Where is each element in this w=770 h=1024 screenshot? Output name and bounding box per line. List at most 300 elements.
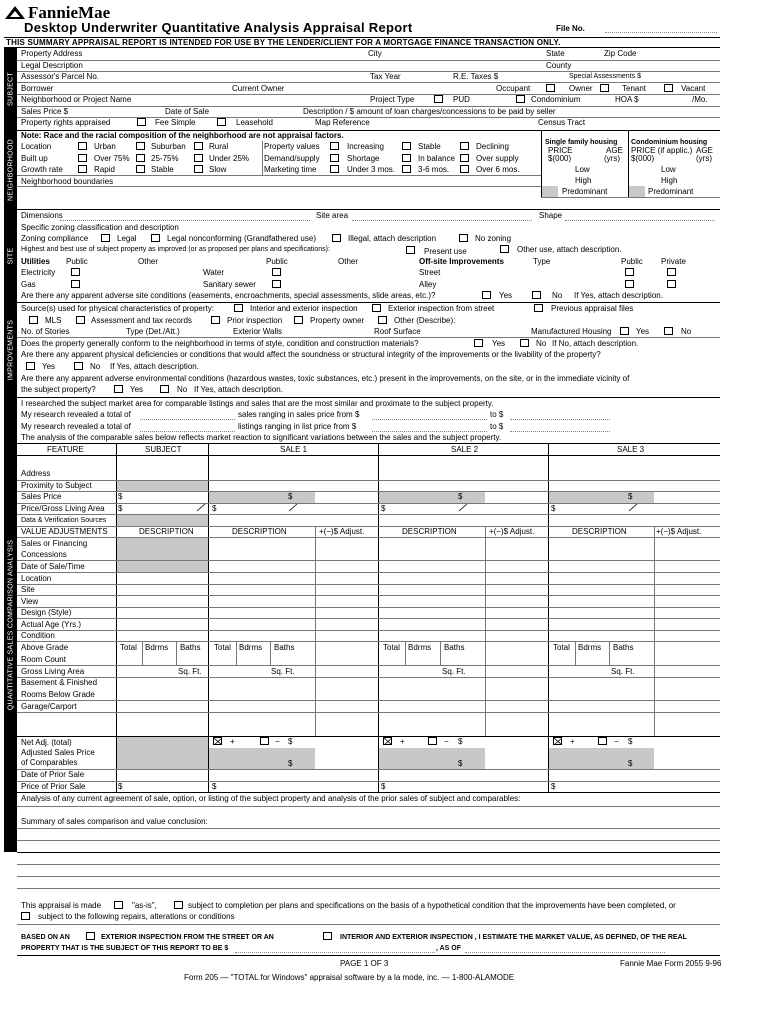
sale2-gla-dollar: $: [381, 504, 386, 513]
subject-sales-price-dollar: $: [118, 492, 123, 501]
condo-predominant-label: Predominant: [648, 187, 694, 196]
environmental-yes-label: Yes: [130, 385, 144, 394]
tenant-checkbox[interactable]: [600, 84, 609, 92]
sf-age-label: AGE: [606, 146, 623, 155]
previous-files-checkbox[interactable]: [534, 304, 543, 312]
subject-total-label: Total: [120, 643, 137, 652]
fannie-mae-logo-icon: [4, 4, 26, 20]
zoning-legal-checkbox[interactable]: [101, 234, 110, 242]
stories-label: No. of Stories: [21, 327, 70, 336]
subject-property-label: the subject property?: [21, 385, 96, 394]
analysis-statement: The analysis of the comparable sales below reflects market reaction to significant variations between the sales and the subject property.: [21, 433, 502, 442]
listings-range-label: listings ranging in list price from $: [238, 422, 357, 431]
sale3-per-sqft-icon: [628, 503, 638, 512]
over-supply-label: Over supply: [476, 154, 519, 163]
file-no-field[interactable]: [605, 32, 717, 33]
manufactured-yes-checkbox[interactable]: [620, 327, 629, 335]
sale1-per-sqft-icon: [288, 503, 298, 512]
condo-age-label: AGE: [696, 146, 713, 155]
appraisal-made-label: This appraisal is made: [21, 901, 102, 910]
sale2-adjusted-dollar: $: [458, 759, 463, 768]
interior-exterior-checkbox[interactable]: [234, 304, 243, 312]
location-label: Location: [21, 142, 52, 151]
sale3-description-header: DESCRIPTION: [572, 527, 627, 536]
other-use-checkbox[interactable]: [500, 245, 509, 253]
row-sales-financing: Sales or Financing: [21, 539, 88, 548]
map-reference-label: Map Reference: [315, 118, 370, 127]
owner-label: Owner: [569, 84, 593, 93]
per-month-label: /Mo.: [692, 95, 708, 104]
prior-inspection-label: Prior inspection: [227, 316, 283, 325]
subject-price-gla-dollar: $: [118, 504, 123, 513]
present-use-checkbox[interactable]: [406, 246, 415, 254]
single-family-header: Single family housing: [545, 139, 618, 146]
rural-checkbox[interactable]: [194, 142, 203, 150]
sale1-net-dollar: $: [288, 737, 293, 746]
conform-yes-checkbox[interactable]: [474, 339, 483, 347]
special-assessments-label: Special Assessments $: [569, 73, 641, 80]
rapid-label: Rapid: [94, 165, 115, 174]
sale3-net-dollar: $: [628, 737, 633, 746]
sale2-adjust-header: +(−)$ Adjust.: [489, 527, 535, 536]
sf-high-label: High: [575, 176, 592, 185]
utilities-other-2: Other: [338, 257, 359, 266]
shape-label: Shape: [539, 211, 563, 220]
row-garage: Garage/Carport: [21, 702, 77, 711]
property-owner-label: Property owner: [310, 316, 365, 325]
file-no-label: File No.: [556, 24, 585, 33]
row-gross-living-area: Gross Living Area: [21, 667, 85, 676]
conform-yes-label: Yes: [492, 339, 506, 348]
sidebar-improvements: IMPROVEMENTS: [4, 302, 17, 398]
manufactured-no-checkbox[interactable]: [664, 327, 673, 335]
alley-private-checkbox[interactable]: [667, 280, 676, 288]
environmental-yes-checkbox[interactable]: [114, 385, 123, 393]
rapid-checkbox[interactable]: [78, 165, 87, 173]
environmental-no-label: No: [177, 385, 188, 394]
environmental-question: Are there any apparent adverse environmental conditions (hazardous wastes, toxic substances, etc.) present in the improvements, on the site, or in the immediate vicinity of: [21, 374, 630, 383]
sidebar-site: SITE: [4, 209, 17, 302]
shortage-checkbox[interactable]: [330, 154, 339, 162]
vacant-checkbox[interactable]: [664, 84, 673, 92]
subject-header: SUBJECT: [145, 445, 182, 454]
based-on-label: BASED ON AN: [21, 934, 70, 941]
date-prior-sale-label: Date of Prior Sale: [21, 770, 85, 779]
under-3-mos-label: Under 3 mos.: [347, 165, 396, 174]
sale3-sqft-label: Sq. Ft.: [611, 667, 635, 676]
sale1-description-header: DESCRIPTION: [232, 527, 287, 536]
manufactured-no-label: No: [681, 327, 692, 336]
no-zoning-checkbox[interactable]: [459, 234, 468, 242]
hoa-label: HOA $: [615, 95, 639, 104]
sale3-baths-label: Baths: [613, 643, 634, 652]
sales-price-label: Sales Price $: [21, 107, 69, 116]
property-address-label: Property Address: [21, 49, 83, 58]
row-proximity: Proximity to Subject: [21, 481, 92, 490]
interior-exterior-footer-checkbox[interactable]: [323, 932, 332, 940]
vacant-label: Vacant: [681, 84, 706, 93]
of-comparables-label: of Comparables: [21, 758, 78, 767]
sale3-price-dollar: $: [628, 492, 633, 501]
sales-range-label: sales ranging in sales price from $: [238, 410, 360, 419]
sf-thousands-label: $(000): [548, 154, 572, 163]
demand-supply-label: Demand/supply: [264, 154, 320, 163]
sale2-baths-label: Baths: [444, 643, 465, 652]
price-prior-sale-label: Price of Prior Sale: [21, 782, 86, 791]
declining-checkbox[interactable]: [460, 142, 469, 150]
sale2-bdrms-label: Bdrms: [408, 643, 432, 652]
sale1-bdrms-label: Bdrms: [239, 643, 263, 652]
stable-values-label: Stable: [418, 142, 441, 151]
alley-public-checkbox[interactable]: [625, 280, 634, 288]
brand-name: FannieMae: [28, 3, 111, 22]
sale2-net-dollar: $: [458, 737, 463, 746]
gas-public-checkbox[interactable]: [71, 280, 80, 288]
urban-checkbox[interactable]: [78, 142, 87, 150]
highest-best-use-label: Highest and best use of subject property as improved (or as proposed per plans and specifications):: [21, 246, 330, 253]
urban-label: Urban: [94, 142, 116, 151]
occupant-label: Occupant: [496, 84, 531, 93]
illegal-checkbox[interactable]: [332, 234, 341, 242]
stable-growth-checkbox[interactable]: [136, 165, 145, 173]
prior-inspection-checkbox[interactable]: [211, 316, 220, 324]
re-taxes-label: R.E. Taxes $: [453, 72, 499, 81]
borrower-label: Borrower: [21, 84, 54, 93]
sf-price-label: PRICE: [548, 146, 573, 155]
row-basement: Basement & Finished: [21, 678, 98, 687]
condominium-checkbox[interactable]: [516, 95, 525, 103]
legal-nonconforming-label: Legal nonconforming (Grandfathered use): [167, 234, 316, 243]
sale2-sqft-label: Sq. Ft.: [442, 667, 466, 676]
sewer-public-checkbox[interactable]: [272, 280, 281, 288]
subject-description-header: DESCRIPTION: [139, 527, 194, 536]
suburban-label: Suburban: [151, 142, 186, 151]
rights-appraised-label: Property rights appraised: [21, 118, 111, 127]
roof-surface-label: Roof Surface: [374, 327, 421, 336]
deficiencies-yes-checkbox[interactable]: [26, 362, 35, 370]
row-location: Location: [21, 574, 52, 583]
marketing-time-label: Marketing time: [264, 165, 317, 174]
in-balance-label: In balance: [418, 154, 455, 163]
utilities-public-1: Public: [66, 257, 88, 266]
property-values-label: Property values: [264, 142, 320, 151]
adverse-no-label: No: [552, 291, 563, 300]
exterior-street-checkbox[interactable]: [372, 304, 381, 312]
growth-rate-label: Growth rate: [21, 165, 63, 174]
sale2-description-header: DESCRIPTION: [402, 527, 457, 536]
neighborhood-boundaries-label: Neighborhood boundaries: [21, 177, 114, 186]
utilities-public-2: Public: [266, 257, 288, 266]
state-label: State: [546, 49, 565, 58]
sale3-plus-label: +: [570, 737, 575, 746]
sale1-total-label: Total: [214, 643, 231, 652]
over-supply-checkbox[interactable]: [460, 154, 469, 162]
sale1-adjusted-dollar: $: [288, 759, 293, 768]
row-price-gla: Price/Gross Living Area: [21, 504, 105, 513]
type-det-label: Type (Det./Att.): [126, 327, 180, 336]
adverse-attach-label: If Yes, attach description.: [574, 291, 663, 300]
adverse-yes-checkbox[interactable]: [482, 291, 491, 299]
net-adj-label: Net Adj. (total): [21, 738, 72, 747]
sale3-total-label: Total: [553, 643, 570, 652]
exterior-only-checkbox[interactable]: [86, 932, 95, 940]
subject-sqft-label: Sq. Ft.: [178, 667, 202, 676]
census-tract-label: Census Tract: [538, 118, 586, 127]
row-condition: Condition: [21, 631, 55, 640]
row-design: Design (Style): [21, 608, 72, 617]
condo-thousands-label: $(000): [631, 154, 655, 163]
shortage-label: Shortage: [347, 154, 380, 163]
sanitary-sewer-label: Sanitary sewer: [203, 280, 256, 289]
over-75-checkbox[interactable]: [78, 154, 87, 162]
assessment-checkbox[interactable]: [76, 316, 85, 324]
sale1-sqft-label: Sq. Ft.: [271, 667, 295, 676]
under-25-label: Under 25%: [209, 154, 250, 163]
sale2-plus-checkbox[interactable]: [383, 737, 392, 745]
summary-label: Summary of sales comparison and value conclusion:: [21, 817, 208, 826]
form-number: Fannie Mae Form 2055 9-96: [620, 959, 722, 968]
fee-simple-label: Fee Simple: [155, 118, 196, 127]
as-is-label: "as-is",: [132, 901, 157, 910]
condo-yrs-label: (yrs): [696, 154, 712, 163]
other-use-label: Other use, attach description.: [517, 245, 622, 254]
slow-checkbox[interactable]: [194, 165, 203, 173]
electricity-label: Electricity: [21, 268, 56, 277]
pud-label: PUD: [453, 95, 470, 104]
project-type-label: Project Type: [370, 95, 415, 104]
row-date-of-sale: Date of Sale/Time: [21, 562, 85, 571]
sale2-minus-checkbox[interactable]: [428, 737, 437, 745]
page-number: PAGE 1 OF 3: [340, 959, 389, 968]
sale1-baths-label: Baths: [274, 643, 295, 652]
water-public-checkbox[interactable]: [272, 268, 281, 276]
zip-code-label: Zip Code: [604, 49, 637, 58]
agreement-analysis-label: Analysis of any current agreement of sale, option, or listing of the subject property and analysis of the prior sales of subject and comparables:: [21, 794, 521, 803]
sale2-price-dollar: $: [458, 492, 463, 501]
declining-label: Declining: [476, 142, 509, 151]
sf-low-label: Low: [575, 165, 590, 174]
condo-housing-header: Condominium housing: [631, 139, 708, 146]
sale1-adjust-header: +(−)$ Adjust.: [319, 527, 365, 536]
in-balance-checkbox[interactable]: [402, 154, 411, 162]
manufactured-label: Manufactured Housing: [531, 327, 612, 336]
sources-label: Source(s) used for physical characteristics of property:: [21, 304, 214, 313]
illegal-label: Illegal, attach description: [348, 234, 437, 243]
sale2-total-label: Total: [383, 643, 400, 652]
sale-3-header: SALE 3: [617, 445, 645, 454]
sale1-minus-checkbox[interactable]: [260, 737, 269, 745]
subject-baths-label: Baths: [180, 643, 201, 652]
zoning-legal-label: Legal: [117, 234, 137, 243]
zoning-class-label: Specific zoning classification and description: [21, 223, 179, 232]
adverse-no-checkbox[interactable]: [532, 291, 541, 299]
deficiencies-yes-label: Yes: [42, 362, 56, 371]
listings-to-label: to $: [490, 422, 504, 431]
subject-bdrms-label: Bdrms: [145, 643, 169, 652]
conform-attach-label: If No, attach description.: [552, 339, 639, 348]
over-6-mos-checkbox[interactable]: [460, 165, 469, 173]
sale1-plus-checkbox[interactable]: [213, 737, 222, 745]
sale3-plus-checkbox[interactable]: [553, 737, 562, 745]
exterior-only-label: EXTERIOR INSPECTION FROM THE STREET OR AN: [101, 934, 274, 941]
repairs-label: subject to the following repairs, alterations or conditions: [38, 912, 235, 921]
zoning-compliance-label: Zoning compliance: [21, 234, 89, 243]
sale3-prior-dollar: $: [551, 782, 556, 791]
sale1-plus-label: +: [230, 737, 235, 746]
as-of-label: , AS OF: [436, 945, 462, 952]
manufactured-yes-label: Yes: [636, 327, 650, 336]
report-banner: THIS SUMMARY APPRAISAL REPORT IS INTENDED FOR USE BY THE LENDER/CLIENT FOR A MORTGAGE FINANCE TRANSACTION ONLY.: [4, 37, 720, 48]
sale3-minus-checkbox[interactable]: [598, 737, 607, 745]
adverse-site-label: Are there any apparent adverse site conditions (easements, encroachments, special assessments, slide areas, etc.)?: [21, 291, 436, 300]
condo-price-label: PRICE (if applic.): [631, 146, 693, 155]
research-sales-label: My research revealed a total of: [21, 410, 131, 419]
sidebar-neighborhood: NEIGHBORHOOD: [4, 130, 17, 209]
slow-label: Slow: [209, 165, 227, 174]
row-data-sources: Data & Verification Sources: [21, 517, 107, 524]
electricity-public-checkbox[interactable]: [71, 268, 80, 276]
assessment-label: Assessment and tax records: [91, 316, 192, 325]
leasehold-checkbox[interactable]: [217, 118, 226, 126]
subject-prior-dollar: $: [118, 782, 123, 791]
street-private-checkbox[interactable]: [667, 268, 676, 276]
other-describe-label: Other (Describe):: [394, 316, 456, 325]
row-address: Address: [21, 469, 51, 478]
software-credit: Form 205 — "TOTAL for Windows" appraisal software by a la mode, inc. — 1-800-ALAMODE: [184, 973, 515, 982]
row-site: Site: [21, 585, 35, 594]
previous-files-label: Previous appraisal files: [551, 304, 634, 313]
condominium-label: Condominium: [531, 95, 581, 104]
stable-values-checkbox[interactable]: [402, 142, 411, 150]
environmental-no-checkbox[interactable]: [160, 385, 169, 393]
repairs-checkbox[interactable]: [21, 912, 30, 920]
built-up-label: Built up: [21, 154, 48, 163]
sale2-per-sqft-icon: [458, 503, 468, 512]
deficiencies-question: Are there any apparent physical deficiencies or conditions that would affect the soundness or structural integrity of the improvements or the livability of the property?: [21, 350, 601, 359]
offsite-private-label: Private: [661, 257, 686, 266]
interior-exterior-footer-label: INTERIOR AND EXTERIOR INSPECTION , I ESTIMATE THE MARKET VALUE, AS DEFINED, OF THE REAL: [340, 934, 687, 941]
deficiencies-no-label: No: [90, 362, 101, 371]
race-note: Note: Race and the racial composition of the neighborhood are not appraisal factors.: [21, 131, 344, 140]
dimensions-label: Dimensions: [21, 211, 63, 220]
owner-checkbox[interactable]: [546, 84, 555, 92]
sale3-minus-label: −: [614, 737, 619, 746]
increasing-checkbox[interactable]: [330, 142, 339, 150]
legal-nonconforming-checkbox[interactable]: [151, 234, 160, 242]
3-6-mos-label: 3-6 mos.: [418, 165, 450, 174]
sale2-plus-label: +: [400, 737, 405, 746]
street-label: Street: [419, 268, 441, 277]
environmental-attach-label: If Yes, attach description.: [194, 385, 283, 394]
neighborhood-project-label: Neighborhood or Project Name: [21, 95, 132, 104]
feature-header: FEATURE: [47, 445, 84, 454]
mls-checkbox[interactable]: [29, 316, 38, 324]
fee-simple-checkbox[interactable]: [137, 118, 146, 126]
legal-description-label: Legal Description: [21, 61, 83, 70]
tenant-label: Tenant: [622, 84, 647, 93]
row-sales-price: Sales Price: [21, 492, 62, 501]
sale1-gla-dollar: $: [212, 504, 217, 513]
adjusted-sales-label: Adjusted Sales Price: [21, 748, 95, 757]
25-75-checkbox[interactable]: [136, 154, 145, 162]
as-is-checkbox[interactable]: [114, 901, 123, 909]
sale1-minus-label: −: [275, 737, 280, 746]
date-of-sale-label: Date of Sale: [165, 107, 210, 116]
deficiencies-no-checkbox[interactable]: [74, 362, 83, 370]
over-6-mos-label: Over 6 mos.: [476, 165, 520, 174]
row-view: View: [21, 597, 39, 606]
3-6-mos-checkbox[interactable]: [402, 165, 411, 173]
gas-label: Gas: [21, 280, 36, 289]
research-intro: I researched the subject market area for comparable listings and sales that are the most similar and proximate to the subject property.: [21, 399, 494, 408]
alley-label: Alley: [419, 280, 437, 289]
row-value-adjustments: VALUE ADJUSTMENTS: [21, 527, 108, 536]
other-describe-checkbox[interactable]: [378, 316, 387, 324]
current-owner-label: Current Owner: [232, 84, 285, 93]
street-public-checkbox[interactable]: [625, 268, 634, 276]
under-3-mos-checkbox[interactable]: [330, 165, 339, 173]
deficiencies-attach-label: If Yes, attach description.: [110, 362, 199, 371]
adverse-yes-label: Yes: [499, 291, 513, 300]
increasing-label: Increasing: [347, 142, 384, 151]
city-label: City: [368, 49, 382, 58]
sale1-price-dollar: $: [288, 492, 293, 501]
sales-to-label: to $: [490, 410, 504, 419]
form-title: Desktop Underwriter Quantitative Analysis Appraisal Report: [24, 20, 413, 35]
property-owner-checkbox[interactable]: [294, 316, 303, 324]
sale3-bdrms-label: Bdrms: [578, 643, 602, 652]
offsite-type-label: Type: [533, 257, 551, 266]
sidebar-subject: SUBJECT: [4, 48, 17, 130]
water-label: Water: [203, 268, 225, 277]
row-above-grade: Above Grade: [21, 643, 69, 652]
stable-growth-label: Stable: [151, 165, 174, 174]
tax-year-label: Tax Year: [370, 72, 401, 81]
leasehold-label: Leasehold: [236, 118, 273, 127]
sale-2-header: SALE 2: [451, 445, 479, 454]
under-25-checkbox[interactable]: [194, 154, 203, 162]
completion-checkbox[interactable]: [174, 901, 183, 909]
interior-exterior-label: Interior and exterior inspection: [250, 304, 358, 313]
utilities-header: Utilities: [21, 257, 50, 266]
over-75-label: Over 75%: [94, 154, 130, 163]
conform-no-checkbox[interactable]: [520, 339, 529, 347]
mls-label: MLS: [45, 316, 62, 325]
25-75-label: 25-75%: [151, 154, 179, 163]
row-actual-age: Actual Age (Yrs.): [21, 620, 82, 629]
present-use-label: Present use: [424, 247, 467, 256]
exterior-walls-label: Exterior Walls: [233, 327, 283, 336]
site-area-label: Site area: [316, 211, 349, 220]
no-zoning-label: No zoning: [475, 234, 512, 243]
pud-checkbox[interactable]: [434, 95, 443, 103]
suburban-checkbox[interactable]: [136, 142, 145, 150]
research-listings-label: My research revealed a total of: [21, 422, 131, 431]
sf-yrs-label: (yrs): [604, 154, 620, 163]
sale1-prior-dollar: $: [212, 782, 217, 791]
row-concessions: Concessions: [21, 550, 67, 559]
sf-predominant-label: Predominant: [562, 187, 608, 196]
exterior-street-label: Exterior inspection from street: [388, 304, 495, 313]
utilities-other-1: Other: [138, 257, 159, 266]
parcel-no-label: Assessor's Parcel No.: [21, 72, 99, 81]
completion-label: subject to completion per plans and specifications on the basis of a hypothetical condition that the improvements have been completed, or: [188, 901, 676, 910]
loan-charges-label: Description / $ amount of loan charges/concessions to be paid by seller: [303, 107, 556, 116]
condo-high-label: High: [661, 176, 678, 185]
sale3-adjust-header: +(−)$ Adjust.: [656, 527, 702, 536]
conform-no-label: No: [536, 339, 547, 348]
rural-label: Rural: [209, 142, 229, 151]
